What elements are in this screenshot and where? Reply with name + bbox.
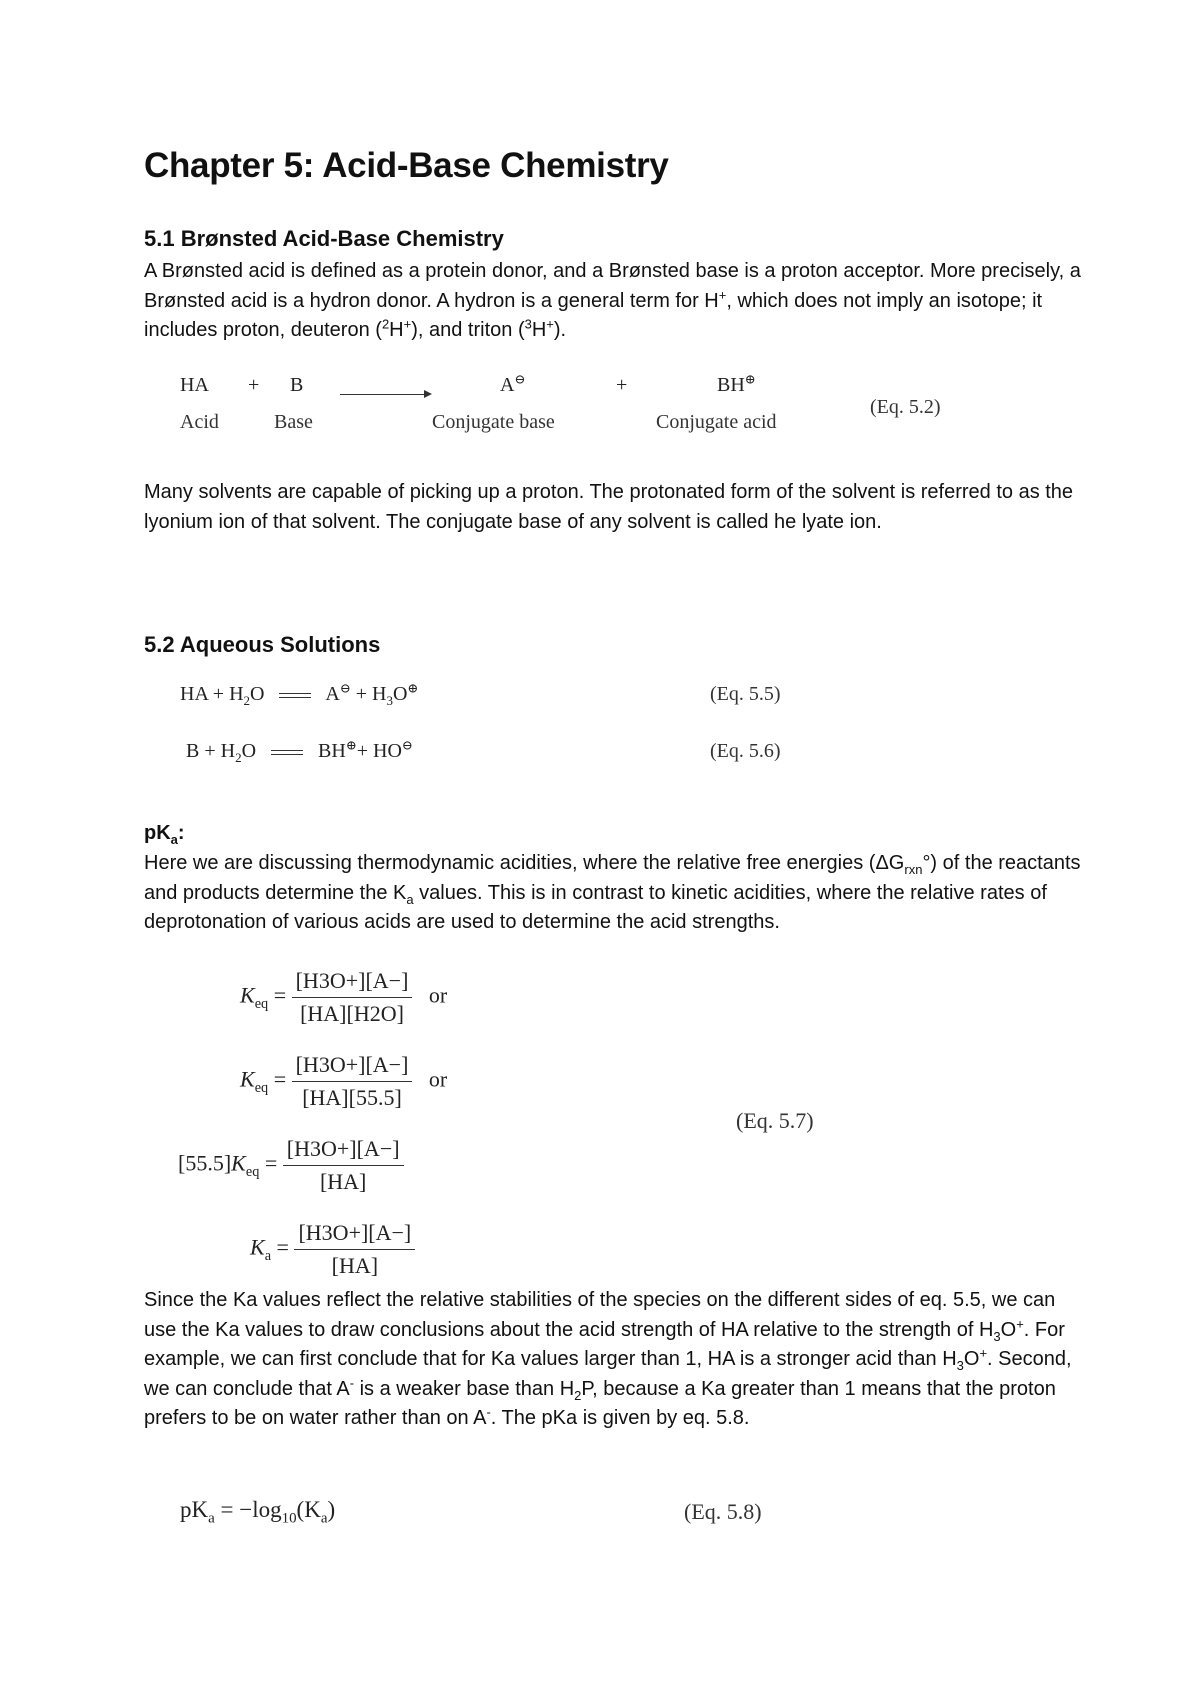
eq52-plus2: + <box>616 374 628 396</box>
eq57-line-1: $K_{eq}$ = $\frac{[H3O+][A-]}{[HA][H2O]}$ or <box>240 968 448 1026</box>
eq52-acid-label: Acid <box>180 411 219 433</box>
equation-5-8: $pK_a = -\log_{10}(K_a)$ <box>180 1497 336 1527</box>
equation-5-5: HA + $H_2O$ $A^⊖ + H_3O^\oplus$ <box>180 680 419 708</box>
eq52-base-label: Base <box>274 411 313 433</box>
pka-heading: $pK_a$: <box>144 822 185 847</box>
eq58-number: (Eq. 5.8) <box>684 1499 762 1524</box>
eq52-conjugate-base-label: Conjugate base <box>432 411 555 433</box>
eq55-number: (Eq. 5.5) <box>710 683 781 705</box>
eq52-b: B <box>290 374 304 396</box>
eq52-a: A⊖ <box>500 371 526 396</box>
eq52-number: (Eq. 5.2) <box>870 396 941 418</box>
equilibrium-arrow <box>279 693 311 698</box>
eq57-line-3: $[55.5]K_{eq}$ = $\frac{[H3O+][A-]}{[HA]}$ <box>178 1136 404 1195</box>
eq52-arrow <box>340 386 430 404</box>
equilibrium-arrow <box>271 750 303 755</box>
eq57-line-4: $K_a$ = $\frac{[H3O+][A-]}{[HA]}$ <box>250 1220 415 1279</box>
eq57-number: (Eq. 5.7) <box>736 1108 814 1133</box>
eq56-number: (Eq. 5.6) <box>710 740 781 762</box>
eq52-ha: HA <box>180 374 209 396</box>
paragraph-thermodynamic-acidity: Here we are discussing thermodynamic acidities, where the relative free energies $(\Delta G_{rxn}^\circ)$ of the reactants and products determine the $K_a$ values. This is in contrast to kinetic acidities, where the relative rates of deprotonation of various acids are used to determine the acid strengths. <box>144 852 1081 933</box>
section-heading-5-2: 5.2 Aqueous Solutions <box>144 632 381 657</box>
equation-5-6: $B + H_2O$ BH⊕+ HO⊖ <box>186 737 413 765</box>
paragraph-lyonium: Many solvents are capable of picking up a proton. The protonated form of the solvent is referred to as the lyonium ion of that solvent. The conjugate base of any solvent is called he lyate ion. <box>144 481 1074 533</box>
section-heading-5-1: 5.1 Brønsted Acid-Base Chemistry <box>144 226 504 251</box>
eq52-plus: + <box>248 374 260 396</box>
eq57-line-2: $K_{eq}$ = $\frac{[H3O+][A-]}{[HA][55.5]}$ or <box>240 1052 448 1110</box>
chapter-title: Chapter 5: Acid-Base Chemistry <box>144 146 669 185</box>
eq52-bh: BH⊕ <box>717 371 756 396</box>
eq52-conjugate-acid-label: Conjugate acid <box>656 411 777 433</box>
paragraph-ka-values: Since the Ka values reflect the relative stabilities of the species on the different sides of eq. 5.5, we can use the Ka values to draw conclusions about the acid strength of HA relative to the strength of $H_3O^+$. For example, we can first conclude that for Ka values larger than 1, HA is a stronger acid than $H_3O^+$. Second, we can conclude that A- is a weaker base than $H_2P$, because a Ka greater than 1 means that the proton prefers to be on water rather than on A-. The pKa is given by eq. 5.8. <box>144 1289 1072 1429</box>
paragraph-bronsted-definition: A Brønsted acid is defined as a protein donor, and a Brønsted base is a proton acceptor. More precisely, a Brønsted acid is a hydron donor. A hydron is a general term for H+, which does not imply an isotope; it includes proton, deuteron ($^2$H+), and triton ($^3$H+). <box>144 260 1081 341</box>
